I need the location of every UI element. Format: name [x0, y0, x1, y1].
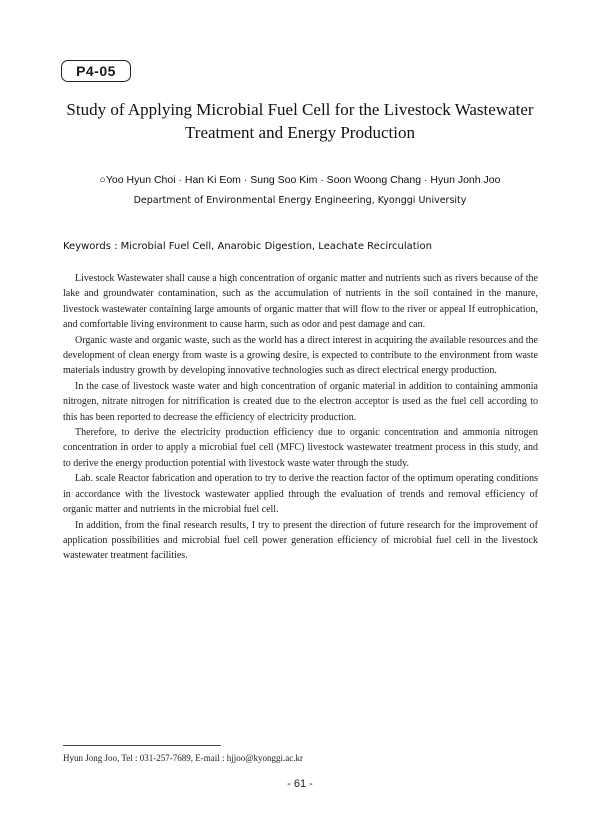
paragraph: Livestock Wastewater shall cause a high concentration of organic matter and nutrients such as rivers because of the lake and groundwater contamination, such as the accumulation of nutrients in the soil contained in the manure, livestock wastewater containing large amounts of organic matter that will flow to the river or appeal If eutrophication, and comfortable living environment to cause harm, such as odor and pest damage and can. [63, 273, 538, 331]
paragraph: In the case of livestock waste water and high concentration of organic material in addition to containing ammonia nitrogen, nitrate nitrogen for nitrification is created due to the electron acceptor is used as the fuel cell according to this has been reported to decrease the efficiency of electricity production. [63, 380, 538, 423]
footnote-divider [63, 745, 221, 746]
paragraph: In addition, from the final research results, I try to present the direction of future research for the improvement of application possibilities and microbial fuel cell power generation efficiency of microbial fuel cell in the livestock wastewater treatment facilities. [63, 519, 538, 562]
paper-label-badge: P4-05 [61, 60, 131, 82]
title-line-2: Treatment and Energy Production [185, 123, 415, 142]
paper-title [40, 98, 560, 144]
paragraph: Organic waste and organic waste, such as the world has a direct interest in acquiring the available resources and the development of clean energy from waste is a growing desire, is expected to contribute to the environment from waste materials industry growth by developing innovative technologies such as direct electrical energy production. [63, 334, 538, 377]
title-line-1: Study of Applying Microbial Fuel Cell for the Livestock Wastewater [66, 100, 534, 119]
abstract-body [63, 271, 538, 564]
page-number: - 61 - [287, 778, 313, 790]
paragraph: Lab. scale Reactor fabrication and operation to try to derive the reaction factor of the optimum operating conditions in accordance with the livestock wastewater applied through the evaluation of trends and removal efficiency of organic matter and nutrients in the microbial fuel cell. [63, 473, 538, 516]
footnote: Hyun Jong Joo, Tel : 031-257-7689, E-mail : hjjoo@kyonggi.ac.kr [63, 753, 303, 763]
paragraph: Therefore, to derive the electricity production efficiency due to organic concentration and ammonia nitrogen concentration in order to apply a microbial fuel cell (MFC) livestock wastewater treatment process in this study, and to derive the energy production potential with livestock waste water through the study. [63, 427, 538, 469]
keywords-line: Keywords : Microbial Fuel Cell, Anarobic Digestion, Leachate Recirculation [63, 241, 432, 252]
affiliation: Department of Environmental Energy Engineering, Kyonggi University [133, 195, 467, 206]
author-list: ○Yoo Hyun Choi · Han Ki Eom · Sung Soo Kim · Soon Woong Chang · Hyun Jonh Joo [99, 174, 501, 186]
